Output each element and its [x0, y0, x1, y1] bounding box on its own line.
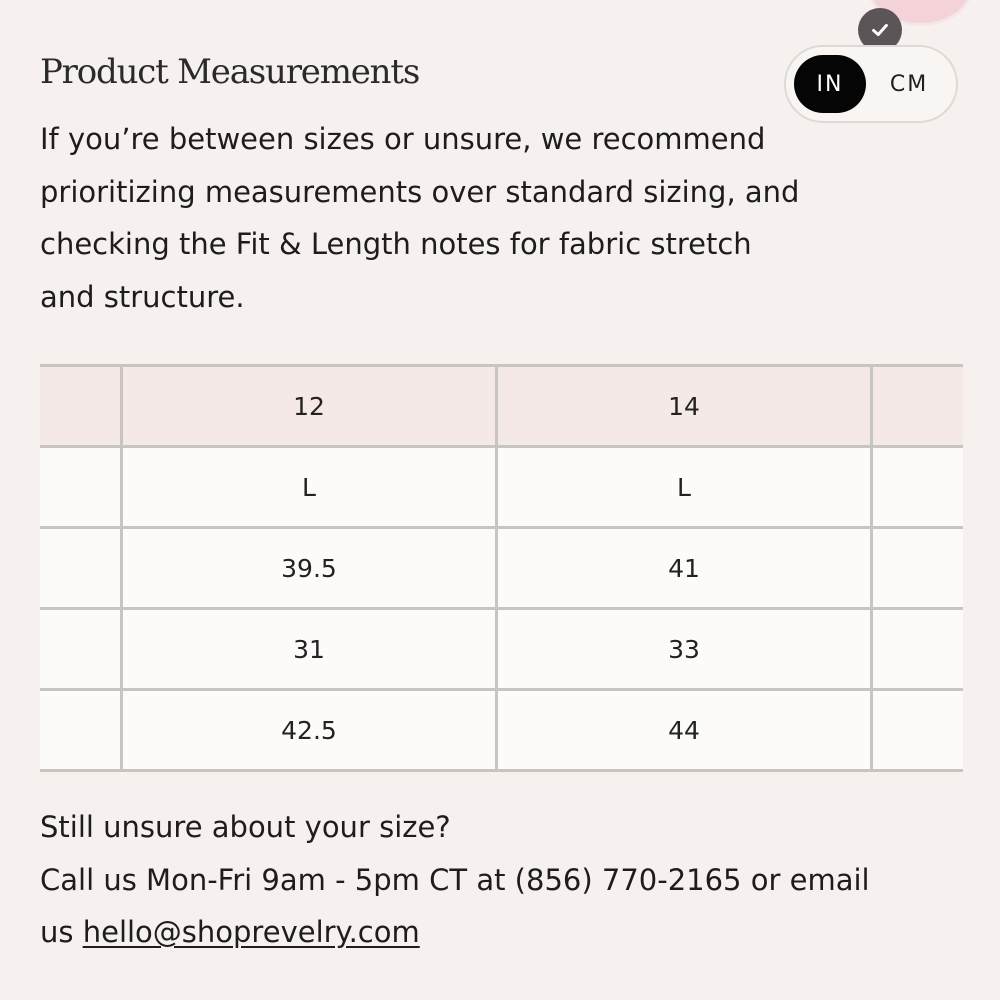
unit-option-cm[interactable]: CM — [889, 71, 929, 97]
help-contact-text: Call us Mon-Fri 9am - 5pm CT at (856) 770-2165 or email — [40, 862, 870, 897]
help-email-prefix: us — [40, 915, 83, 949]
unit-option-in[interactable]: IN — [794, 55, 866, 113]
table-cell — [40, 447, 122, 528]
intro-text: If you’re between sizes or unsure, we recommend prioritizing measurements over standard sizing, and checking the Fit & Length notes for fabric stretch and structure. — [40, 122, 800, 314]
checkmark-icon — [869, 19, 891, 41]
table-cell: 41 — [497, 528, 872, 609]
page-title: Product Measurements — [40, 52, 420, 92]
help-section — [40, 801, 980, 959]
table-cell: 42.5 — [122, 690, 497, 771]
table-cell — [40, 609, 122, 690]
table-cell — [872, 447, 964, 528]
table-cell: 31 — [122, 609, 497, 690]
table-header-cell: 14 — [497, 366, 872, 447]
table-row — [40, 528, 963, 609]
table-cell: 33 — [497, 609, 872, 690]
table-header-cell: 12 — [122, 366, 497, 447]
table-header-row — [40, 366, 963, 447]
corner-badge — [858, 0, 978, 50]
table-cell — [872, 690, 964, 771]
email-link[interactable]: hello@shoprevelry.com — [82, 915, 420, 949]
table-row — [40, 609, 963, 690]
table-row — [40, 690, 963, 771]
measurements-table — [40, 364, 963, 772]
table-header-cell — [40, 366, 122, 447]
unit-toggle[interactable] — [784, 45, 958, 123]
table-cell — [872, 528, 964, 609]
table-cell: 44 — [497, 690, 872, 771]
table-cell: 39.5 — [122, 528, 497, 609]
table-cell — [872, 609, 964, 690]
table-row — [40, 447, 963, 528]
help-question: Still unsure about your size? — [40, 810, 451, 844]
table-header-cell — [872, 366, 964, 447]
table-cell — [40, 690, 122, 771]
help-email-line — [40, 906, 980, 959]
table-cell: L — [122, 447, 497, 528]
table-cell — [40, 528, 122, 609]
table-cell: L — [497, 447, 872, 528]
